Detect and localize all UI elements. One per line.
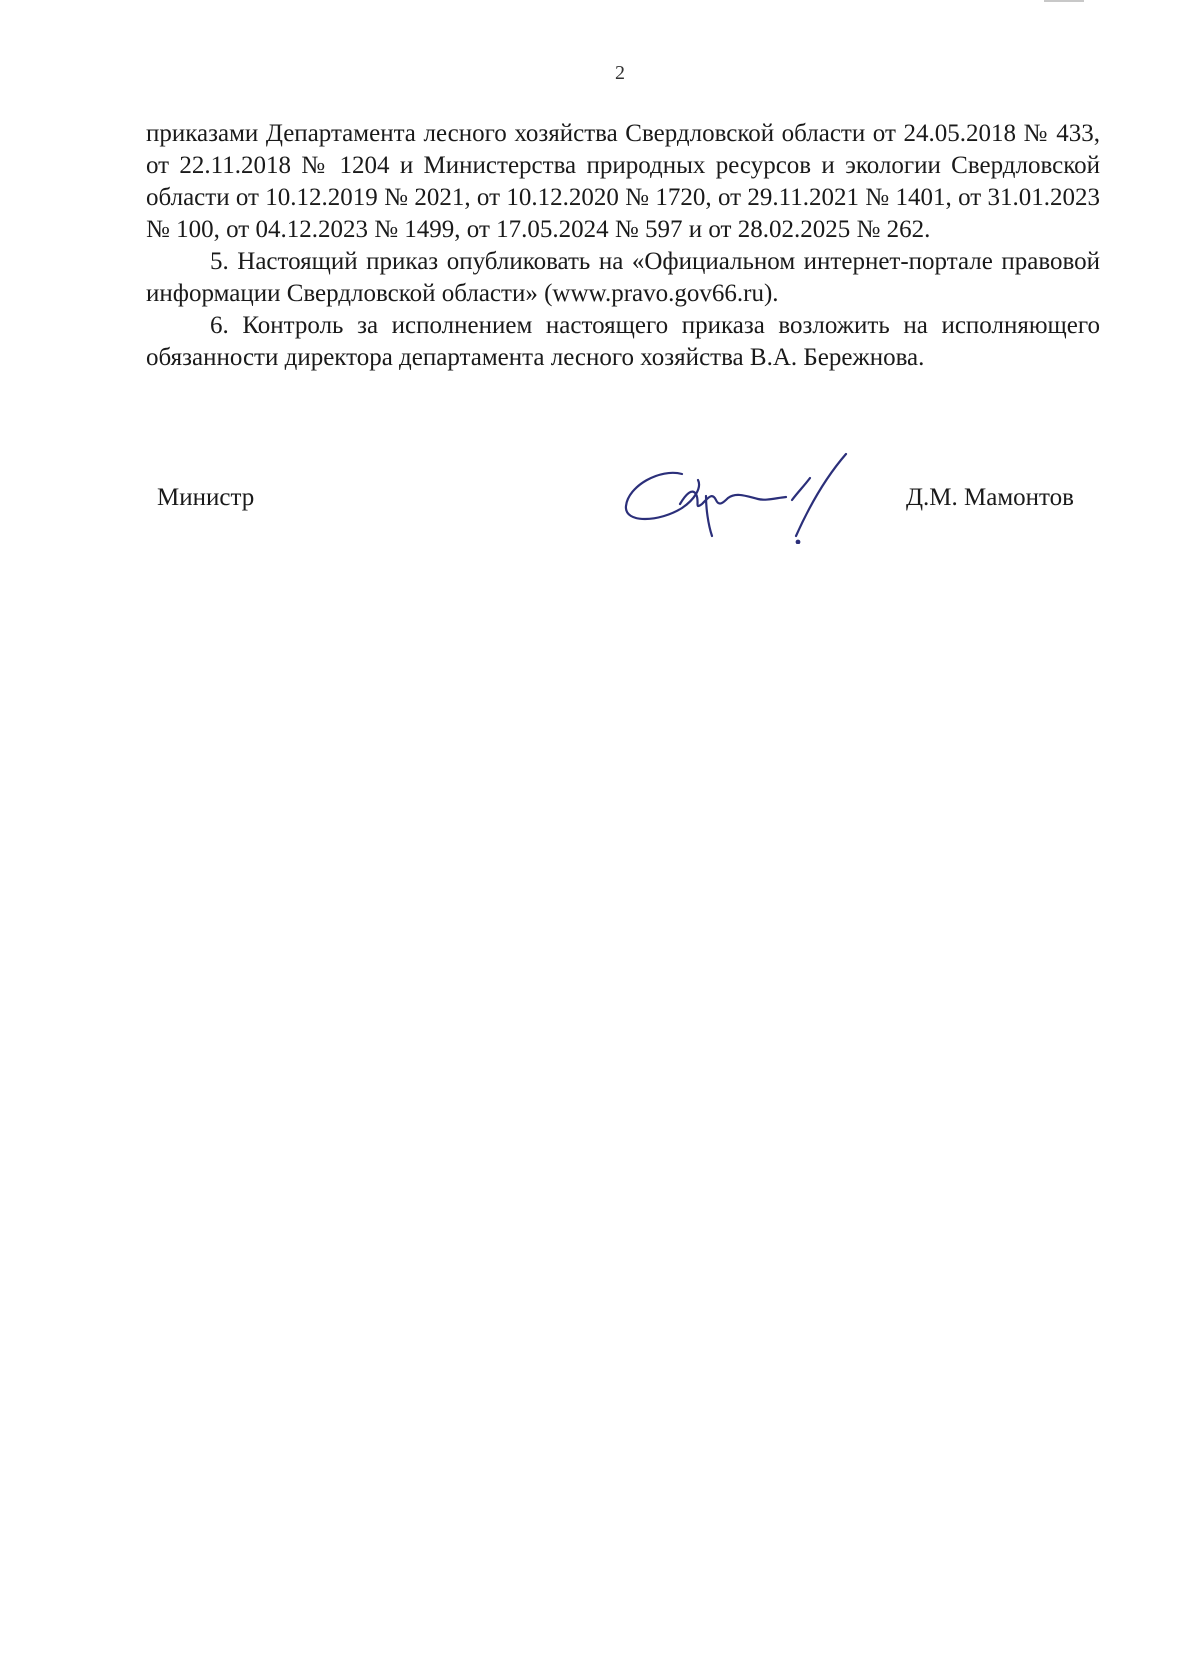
document-body bbox=[146, 118, 1100, 374]
signature-stroke-tick bbox=[792, 478, 810, 500]
signatory-title: Министр bbox=[157, 484, 255, 511]
signatory-name: Д.М. Мамонтов bbox=[906, 484, 1074, 511]
paragraph-item-6: 6. Контроль за исполнением настоящего приказа возложить на исполняющего обязанности директора департамента лесного хозяйства В.А. Бережнова. bbox=[146, 312, 1100, 371]
page-number: 2 bbox=[615, 62, 625, 84]
signature-stroke-descender bbox=[706, 496, 712, 536]
scan-mark bbox=[1044, 0, 1084, 2]
signature-dot bbox=[796, 540, 799, 543]
handwritten-signature bbox=[620, 444, 870, 544]
signature-stroke-rise bbox=[796, 454, 846, 536]
signature-strokes bbox=[626, 454, 846, 544]
signature-block bbox=[0, 452, 1200, 552]
signature-stroke-body bbox=[680, 492, 786, 506]
signature-stroke-loop bbox=[626, 473, 699, 519]
paragraph-item-5: 5. Настоящий приказ опубликовать на «Официальном интернет-портале правовой информации Свердловской области» (www.pravo.gov66.ru). bbox=[146, 248, 1100, 307]
paragraph-continuation: приказами Департамента лесного хозяйства Свердловской области от 24.05.2018 № 433, от 22.11.2018 № 1204 и Министерства природных ресурсов и экологии Свердловской области от 10.12.2019 № 2021, от 10.12.2020 № 1720, от 29.11.2021 № 1401, от 31.01.2023 № 100, от 04.12.2023 № 1499, от 17.05.2024 № 597 и от 28.02.2025 № 262. bbox=[146, 120, 1100, 243]
